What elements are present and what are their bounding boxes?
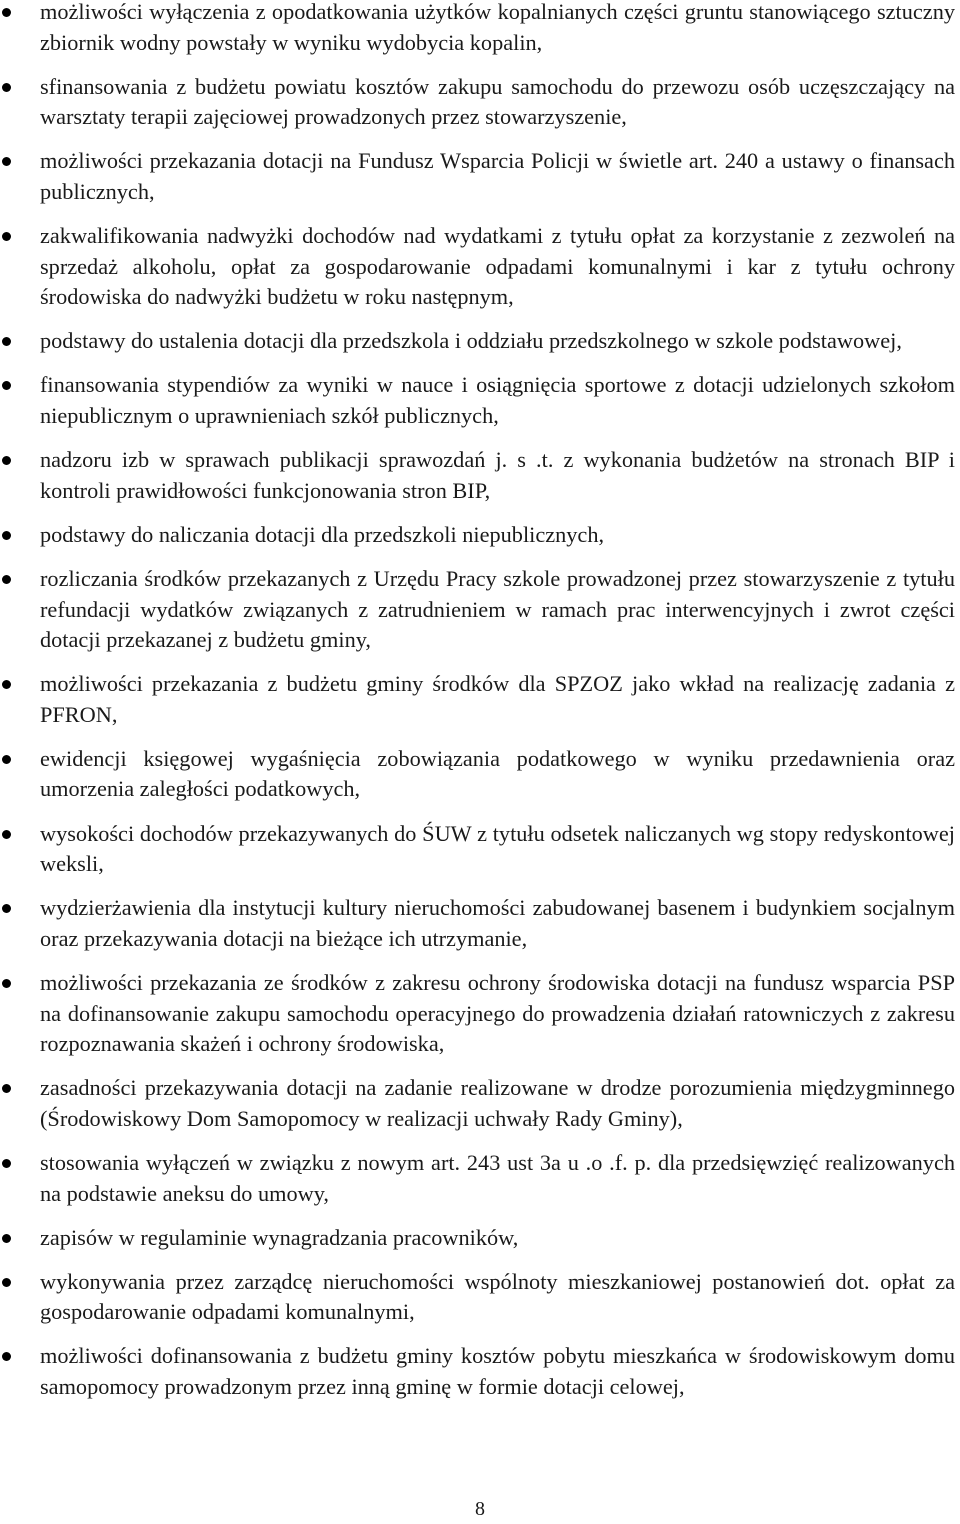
list-item-text: wykonywania przez zarządcę nieruchomości wspólnoty mieszkaniowej postanowień dot. opłat za gospodarowanie odpadami komunalnymi, — [40, 1268, 955, 1325]
bullet-icon — [2, 337, 11, 346]
list-item-text: zakwalifikowania nadwyżki dochodów nad wydatkami z tytułu opłat za korzystanie z zezwoleń na sprzedaż alkoholu, opłat za gospodarowanie odpadami komunalnymi i kar z tytułu ochrony środowiska do nadwyżki budżetu w roku następnym, — [40, 223, 955, 310]
list-item-text: stosowania wyłączeń w związku z nowym art. 243 ust 3a u .o .f. p. dla przedsięwzięć realizowanych na podstawie aneksu do umowy, — [40, 1149, 955, 1206]
bullet-icon — [2, 1084, 11, 1093]
bullet-icon — [2, 8, 11, 17]
list-item-text: możliwości dofinansowania z budżetu gminy kosztów pobytu mieszkańca w środowiskowym domu samopomocy prowadzonym przez inną gminę w formie dotacji celowej, — [40, 1343, 955, 1399]
bullet-icon — [2, 381, 11, 390]
page-number: 8 — [475, 1498, 485, 1520]
list-item-text: rozliczania środków przekazanych z Urzędu Pracy szkole prowadzonej przez stowarzyszenie z tytułu refundacji wydatków związanych z zatrudnieniem w ramach prac interwencyjnych i zwrot części dotacji przekazanej z budżetu gminy, — [40, 565, 955, 653]
list-item — [40, 370, 955, 431]
list-item — [40, 1223, 955, 1254]
list-item-text: zasadności przekazywania dotacji na zadanie realizowane w drodze porozumienia międzygminnego (Środowiskowy Dom Samopomocy w realizacji uchwały Rady Gminy), — [40, 1075, 955, 1131]
list-item — [40, 0, 955, 58]
list-item-text: wysokości dochodów przekazywanych do ŚUW z tytułu odsetek naliczanych wg stopy redyskontowej weksli, — [40, 820, 955, 877]
list-item-text: sfinansowania z budżetu powiatu kosztów zakupu samochodu do przewozu osób uczęszczający na warsztaty terapii zajęciowej prowadzonych przez stowarzyszenie, — [40, 73, 955, 130]
bullet-icon — [2, 1352, 11, 1361]
list-item-text: możliwości wyłączenia z opodatkowania użytków kopalnianych części gruntu stanowiącego sztuczny zbiornik wodny powstały w wyniku wydobycia kopalin, — [40, 0, 955, 55]
list-item — [40, 1341, 955, 1402]
list-item-text: podstawy do naliczania dotacji dla przedszkoli niepublicznych, — [40, 521, 605, 547]
bullet-icon — [2, 83, 11, 92]
bullet-icon — [2, 1159, 11, 1168]
list-item-text: możliwości przekazania ze środków z zakresu ochrony środowiska dotacji na fundusz wsparcia PSP na dofinansowanie zakupu samochodu operacyjnego do prowadzenia działań ratowniczych z zakresu rozpoznawania skażeń i ochrony środowiska, — [40, 969, 955, 1057]
list-item — [40, 72, 955, 133]
bullet-icon — [2, 830, 11, 839]
bullet-icon — [2, 531, 11, 540]
bullet-icon — [2, 904, 11, 913]
list-item-text: wydzierżawienia dla instytucji kultury nieruchomości zabudowanej basenem i budynkiem socjalnym oraz przekazywania dotacji na bieżące ich utrzymanie, — [40, 895, 955, 951]
list-item — [40, 445, 955, 506]
bullet-icon — [2, 1278, 11, 1287]
list-item-text: nadzoru izb w sprawach publikacji sprawozdań j. s .t. z wykonania budżetów na stronach BIP i kontroli prawidłowości funkcjonowania stron BIP, — [40, 447, 955, 503]
bullet-icon — [2, 157, 11, 166]
bullet-icon — [2, 1234, 11, 1243]
list-item — [40, 520, 955, 551]
bullet-icon — [2, 575, 11, 584]
list-item-text: możliwości przekazania dotacji na Fundusz Wsparcia Policji w świetle art. 240 a ustawy o finansach publicznych, — [40, 148, 955, 204]
list-item — [40, 1267, 955, 1328]
bullet-icon — [2, 979, 11, 988]
list-item-text: możliwości przekazania z budżetu gminy środków dla SPZOZ jako wkład na realizację zadania z PFRON, — [40, 671, 955, 727]
list-item — [40, 326, 955, 357]
bullet-icon — [2, 680, 11, 689]
list-item-text: finansowania stypendiów za wyniki w nauce i osiągnięcia sportowe z dotacji udzielonych szkołom niepublicznym o uprawnieniach szkół publicznych, — [40, 372, 955, 429]
list-item — [40, 669, 955, 730]
list-item — [40, 819, 955, 880]
list-item — [40, 1148, 955, 1209]
list-item — [40, 221, 955, 313]
bullet-list — [40, 0, 955, 1403]
list-item-text: zapisów w regulaminie wynagradzania pracowników, — [40, 1224, 519, 1250]
list-item — [40, 1073, 955, 1134]
list-item — [40, 893, 955, 954]
bullet-icon — [2, 456, 11, 465]
list-item — [40, 968, 955, 1060]
list-item — [40, 744, 955, 805]
list-item-text: ewidencji księgowej wygaśnięcia zobowiązania podatkowego w wyniku przedawnienia oraz umorzenia zaległości podatkowych, — [40, 745, 955, 802]
list-item — [40, 146, 955, 207]
bullet-icon — [2, 232, 11, 241]
list-item — [40, 564, 955, 656]
bullet-icon — [2, 755, 11, 764]
list-item-text: podstawy do ustalenia dotacji dla przedszkola i oddziału przedszkolnego w szkole podstawowej, — [40, 328, 902, 354]
